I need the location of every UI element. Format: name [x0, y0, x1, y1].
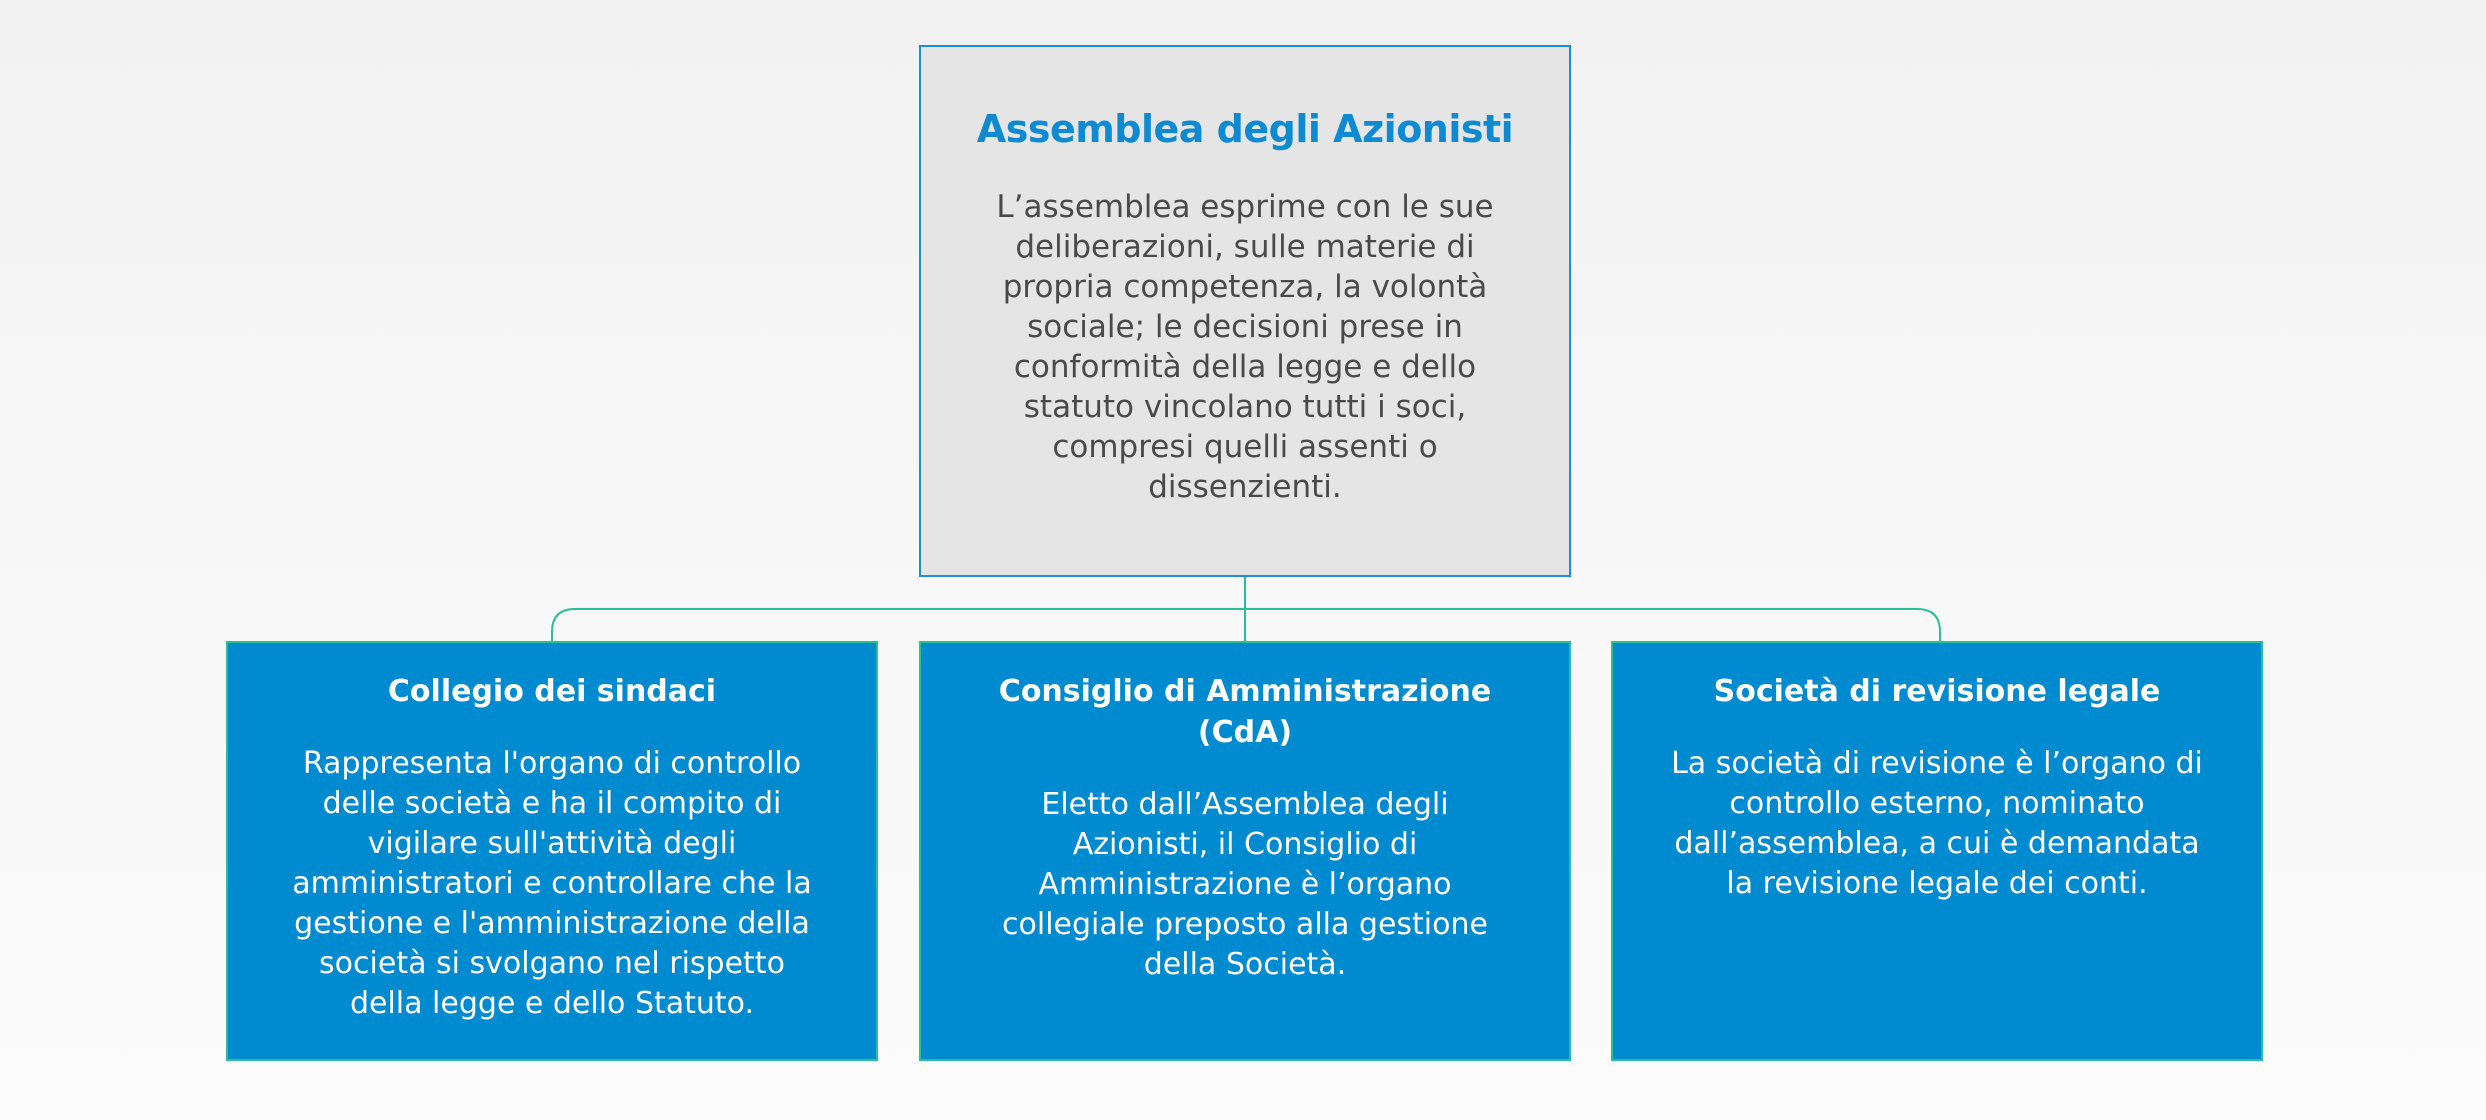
- shareholders-assembly-box: [919, 45, 1571, 577]
- board-of-auditors-description: Rappresenta l'organo di controllo delle società e ha il compito di vigilare sull'attività degli amministratori e controllare che la gestione e l'amministrazione della società si svolgano nel rispetto della legge e dello Statuto.: [292, 746, 812, 1021]
- audit-firm-title: Società di revisione legale: [1713, 674, 2161, 709]
- shareholders-assembly-title: Assemblea degli Azionisti: [976, 107, 1514, 151]
- board-of-directors-title: Consiglio di Amministrazione (CdA): [998, 674, 1492, 750]
- audit-firm-description: La società di revisione è l’organo di controllo esterno, nominato dall’assemblea, a cui è demandata la revisione legale dei conti.: [1671, 746, 2203, 901]
- shareholders-assembly-description: L’assemblea esprime con le sue deliberazioni, sulle materie di propria competenza, la volontà sociale; le decisioni prese in conformità della legge e dello statuto vincolano tutti i soci, compresi quelli assenti o dissenzienti.: [996, 188, 1494, 505]
- board-of-directors-box: [919, 641, 1571, 1061]
- connector-left-branch: [552, 609, 1245, 641]
- audit-firm-box: [1611, 641, 2263, 1061]
- board-of-directors-description: Eletto dall’Assemblea degli Azionisti, il Consiglio di Amministrazione è l’organo collegiale preposto alla gestione della Società.: [1002, 787, 1488, 982]
- board-of-auditors-title: Collegio dei sindaci: [387, 674, 717, 709]
- board-of-auditors-box: [226, 641, 878, 1061]
- connector-right-branch: [1245, 609, 1940, 641]
